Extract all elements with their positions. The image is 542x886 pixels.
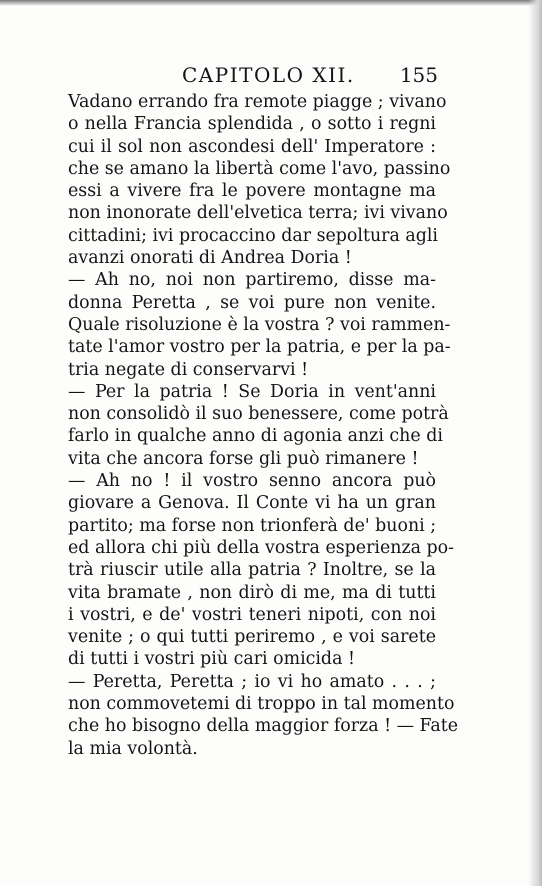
text-line: ed allora chi più della vostra esperienza po- bbox=[68, 537, 454, 558]
running-head bbox=[70, 63, 438, 89]
text-line: non commovetemi di troppo in tal momento bbox=[68, 694, 455, 715]
text-line: — Ah no, noi non partiremo, disse ma- bbox=[68, 270, 436, 291]
text-line: non consolidò il suo benessere, come potrà bbox=[68, 404, 449, 425]
text-line: cui il sol non ascondesi dell' Imperatore : bbox=[68, 136, 436, 157]
chapter-title: CAPITOLO XII. bbox=[182, 63, 355, 87]
page-number: 155 bbox=[399, 63, 438, 87]
text-line: non inonorate dell'elvetica terra; ivi vivano bbox=[68, 203, 448, 224]
text-line: trà riuscir utile alla patria ? Inoltre, se la bbox=[68, 560, 436, 581]
text-line: essi a vivere fra le povere montagne ma bbox=[68, 181, 436, 202]
page-gutter-shadow bbox=[528, 0, 542, 886]
text-line: Vadano errando fra remote piagge ; vivano bbox=[68, 92, 447, 112]
text-line: tate l'amor vostro per la patria, e per la pa- bbox=[68, 337, 451, 358]
text-line: Quale risoluzione è la vostra ? voi rammen- bbox=[68, 314, 451, 335]
page-top-edge bbox=[0, 0, 542, 6]
text-line: cittadini; ivi procaccino dar sepoltura agli bbox=[68, 225, 438, 246]
text-line: che se amano la libertà come l'avo, passino bbox=[68, 158, 451, 179]
text-line: donna Peretta , se voi pure non venite. bbox=[68, 292, 436, 313]
text-line: giovare a Genova. Il Conte vi ha un gran bbox=[68, 493, 436, 514]
text-line: che ho bisogno della maggior forza ! — Fate bbox=[68, 716, 459, 737]
body-text bbox=[68, 91, 459, 760]
text-line: vita che ancora forse gli può rimanere ! bbox=[68, 448, 419, 469]
text-line: — Peretta, Peretta ; io vi ho amato . . . ; bbox=[68, 671, 436, 692]
text-line: tria negate di conservarvi ! bbox=[68, 359, 309, 380]
text-line: farlo in qualche anno di agonia anzi che di bbox=[68, 426, 443, 447]
text-line: — Ah no ! il vostro senno ancora può bbox=[68, 471, 436, 492]
text-line: — Per la patria ! Se Doria in vent'anni bbox=[68, 381, 436, 402]
text-line: avanzi onorati di Andrea Doria ! bbox=[68, 248, 352, 269]
text-line: partito; ma forse non trionferà de' buoni ; bbox=[68, 515, 437, 536]
text-line: o nella Francia splendida , o sotto i regni bbox=[68, 114, 436, 135]
text-line: vita bramate , non dirò di me, ma di tutti bbox=[68, 582, 436, 603]
text-line: di tutti i vostri più cari omicida ! bbox=[68, 649, 355, 670]
text-line: venite ; o qui tutti periremo , e voi sarete bbox=[68, 627, 436, 648]
text-line: i vostri, e de' vostri teneri nipoti, con noi bbox=[68, 604, 436, 625]
text-line: la mia volontà. bbox=[68, 738, 198, 759]
